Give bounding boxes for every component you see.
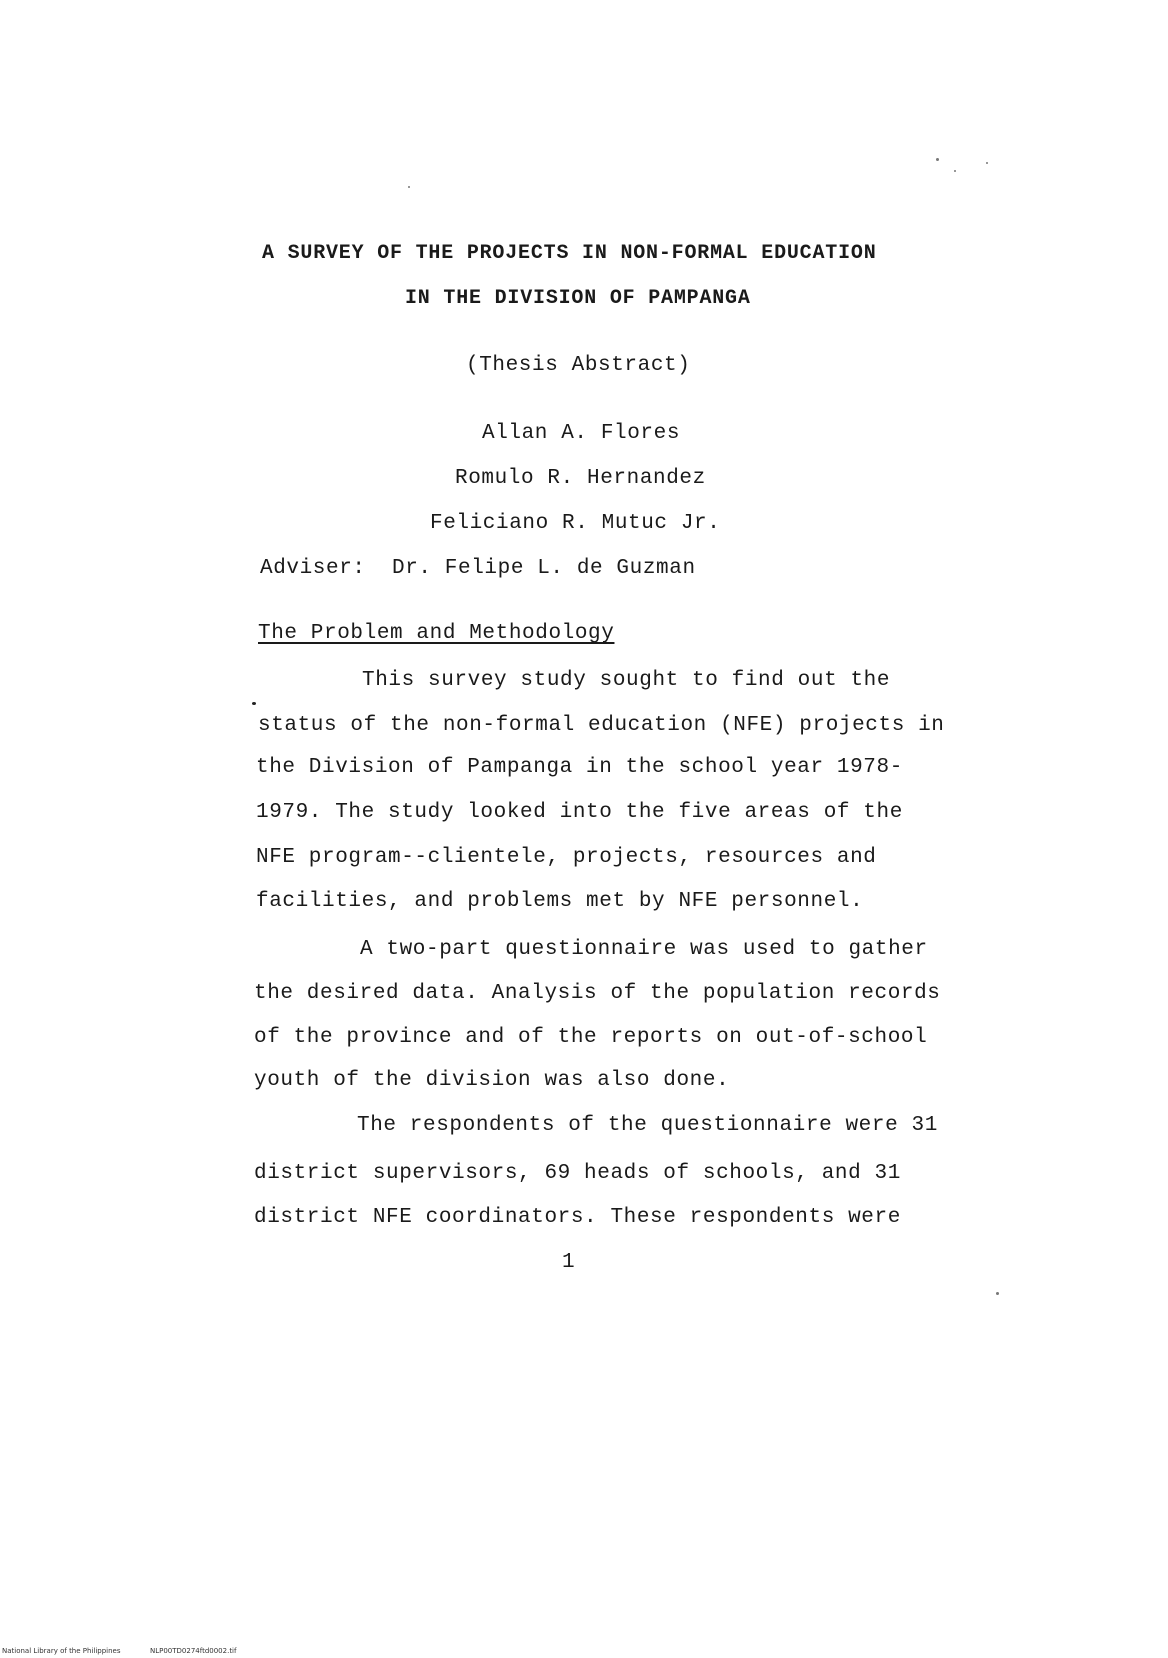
scan-speck: [936, 158, 939, 161]
body-line: A two-part questionnaire was used to gather: [360, 938, 928, 961]
body-line: facilities, and problems met by NFE personnel.: [256, 890, 864, 913]
author-1: Allan A. Flores: [482, 422, 681, 445]
author-2: Romulo R. Hernandez: [455, 467, 706, 490]
body-line: district supervisors, 69 heads of schools, and 31: [254, 1162, 901, 1185]
scan-speck: [954, 170, 956, 172]
body-line: The respondents of the questionnaire were 31: [357, 1114, 938, 1137]
adviser-label: Adviser:: [260, 557, 366, 580]
body-line: NFE program--clientele, projects, resources and: [256, 846, 877, 869]
body-line: district NFE coordinators. These respondents were: [254, 1206, 901, 1229]
body-line: of the province and of the reports on out-of-school: [254, 1026, 928, 1049]
scan-speck: [996, 1292, 999, 1295]
page-number: 1: [562, 1251, 576, 1274]
body-line: youth of the division was also done.: [254, 1069, 730, 1092]
body-line: the desired data. Analysis of the population records: [254, 982, 941, 1005]
title-line-1: A SURVEY OF THE PROJECTS IN NON-FORMAL EDUCATION: [262, 242, 877, 265]
scan-speck: [408, 186, 410, 188]
scan-speck: [986, 162, 988, 164]
adviser-name: Dr. Felipe L. de Guzman: [392, 557, 696, 580]
section-heading: The Problem and Methodology: [258, 622, 615, 645]
body-line: status of the non-formal education (NFE) projects in: [258, 714, 945, 737]
author-3: Feliciano R. Mutuc Jr.: [430, 512, 721, 535]
subtitle: (Thesis Abstract): [466, 354, 691, 377]
body-line: the Division of Pampanga in the school year 1978-: [256, 756, 903, 779]
body-line: This survey study sought to find out the: [362, 669, 891, 692]
body-line: 1979. The study looked into the five areas of the: [256, 801, 903, 824]
scan-speck: [252, 702, 256, 705]
footer-source: National Library of the Philippines: [2, 1647, 121, 1655]
title-line-2: IN THE DIVISION OF PAMPANGA: [405, 287, 751, 310]
footer-filename: NLP00TD0274ftd0002.tif: [150, 1647, 237, 1655]
